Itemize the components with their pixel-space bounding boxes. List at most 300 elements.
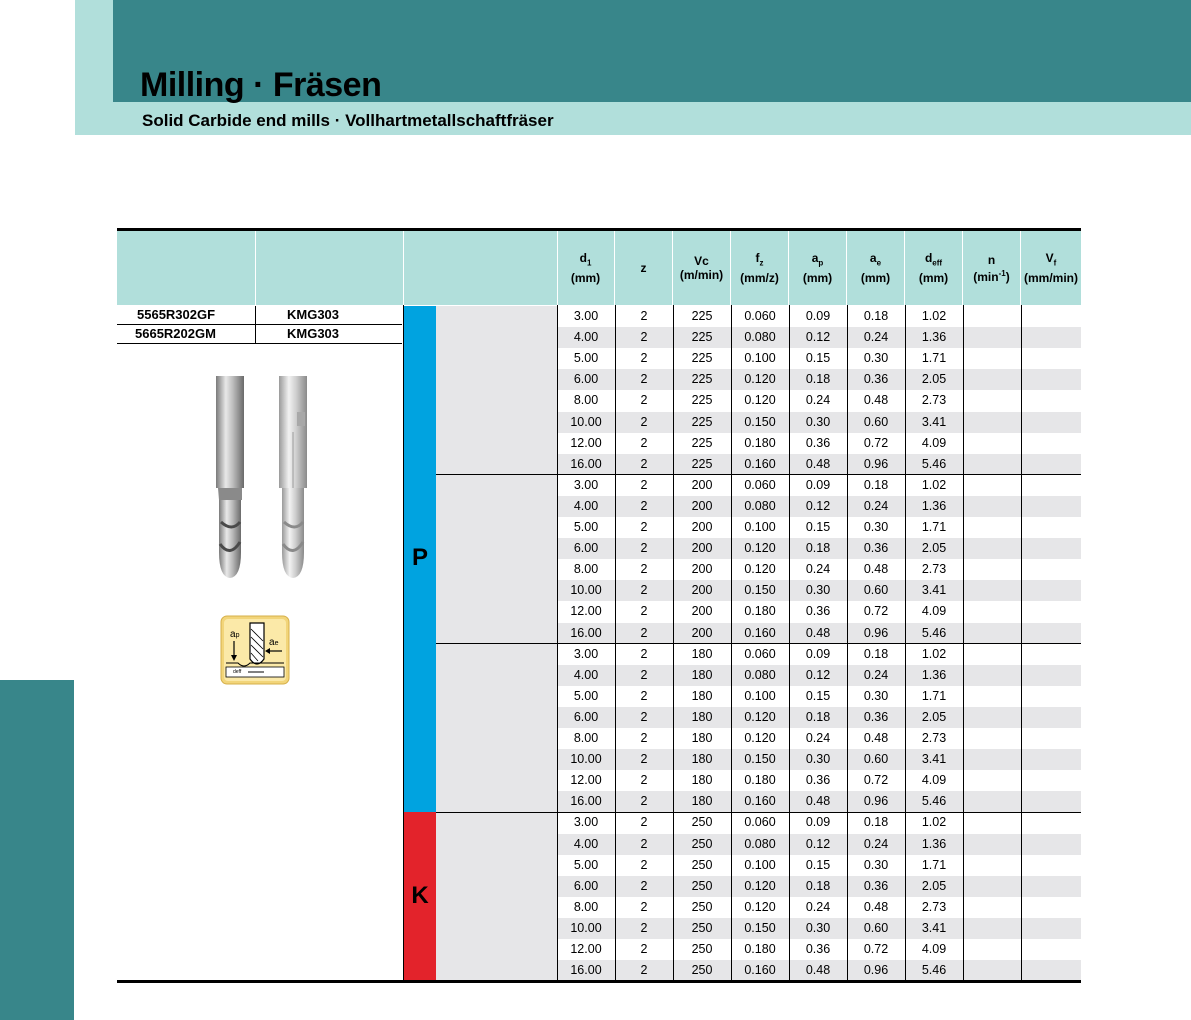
- cell-vf: [1021, 496, 1081, 517]
- article-separator: [255, 325, 256, 343]
- article-grade: KMG303: [287, 307, 340, 322]
- cell-vc: 180: [691, 731, 713, 745]
- cell-vc: 250: [691, 963, 713, 978]
- cell-z: 2: [640, 625, 648, 640]
- material-group-cell: [436, 306, 557, 474]
- header-grade-cell: [255, 231, 404, 305]
- cell-z: 2: [640, 520, 648, 534]
- cell-n: [963, 475, 1021, 496]
- cell-d1: 12.00: [570, 604, 602, 619]
- table-row: [557, 855, 1081, 876]
- cell-vf: [1021, 538, 1081, 559]
- cell-deff: 2.73: [921, 562, 947, 577]
- cell-ae: 0.18: [863, 477, 889, 492]
- diagram-ap-subscript: p: [235, 632, 240, 639]
- cell-vf: [1021, 306, 1081, 327]
- vc-symbol: Vc: [694, 254, 709, 268]
- cell-ae: 0.24: [863, 330, 889, 345]
- cell-deff: 4.09: [921, 773, 947, 788]
- cell-ap: 0.36: [805, 773, 831, 788]
- cell-z: 2: [640, 456, 648, 471]
- cell-n: [963, 960, 1021, 981]
- cell-fz: 0.150: [744, 752, 776, 767]
- cell-ap: 0.36: [805, 435, 831, 450]
- cell-vc: 200: [691, 562, 713, 577]
- cell-deff: 1.36: [921, 836, 947, 851]
- cell-z: 2: [640, 688, 648, 703]
- cell-ap: 0.15: [805, 857, 831, 872]
- cell-z: 2: [640, 752, 648, 767]
- cell-z: 2: [640, 794, 648, 809]
- cell-d1: 3.00: [573, 646, 599, 661]
- cell-ae: 0.72: [863, 435, 889, 450]
- table-row: [557, 327, 1081, 348]
- table-header: [117, 231, 1081, 305]
- ae-symbol: a: [869, 251, 877, 266]
- cell-ap: 0.18: [805, 372, 831, 387]
- cell-n: [963, 433, 1021, 454]
- cell-vc: 225: [691, 393, 713, 408]
- cell-n: [963, 749, 1021, 770]
- cell-vf: [1021, 918, 1081, 939]
- table-row: [557, 876, 1081, 897]
- cell-vc: 180: [691, 646, 713, 661]
- cell-fz: 0.120: [744, 709, 776, 724]
- material-letter-k: K: [411, 882, 429, 909]
- table-row: [557, 623, 1081, 644]
- fz-subscript: z: [759, 258, 764, 268]
- cell-vf: [1021, 728, 1081, 749]
- diagram-ae-symbol: a: [269, 637, 275, 648]
- cell-fz: 0.080: [744, 667, 776, 682]
- cell-n: [963, 707, 1021, 728]
- cell-z: 2: [640, 330, 648, 345]
- cell-ae: 0.48: [863, 393, 889, 408]
- cell-n: [963, 812, 1021, 833]
- cell-n: [963, 791, 1021, 812]
- table-row: [557, 580, 1081, 601]
- vf-symbol: V: [1045, 251, 1054, 266]
- cell-vf: [1021, 623, 1081, 644]
- column-header-ap: [789, 231, 847, 305]
- cell-d1: 4.00: [573, 330, 599, 345]
- cell-vc: 225: [691, 372, 713, 387]
- cell-ap: 0.15: [805, 688, 831, 703]
- cell-deff: 1.71: [921, 351, 947, 366]
- cell-d1: 10.00: [570, 414, 602, 429]
- cell-z: 2: [640, 351, 648, 366]
- cell-vf: [1021, 390, 1081, 411]
- header-material-cell: [403, 231, 558, 305]
- cell-ae: 0.96: [863, 794, 889, 809]
- cell-deff: 1.71: [921, 520, 947, 534]
- table-row: [557, 812, 1081, 833]
- cell-ap: 0.30: [805, 752, 831, 767]
- cell-fz: 0.150: [744, 920, 776, 935]
- cell-z: 2: [640, 477, 648, 492]
- cell-ap: 0.18: [805, 878, 831, 893]
- cell-deff: 4.09: [921, 942, 947, 956]
- cell-ap: 0.12: [805, 498, 831, 513]
- n-unit: (min: [973, 269, 999, 284]
- cell-d1: 3.00: [573, 477, 599, 492]
- cell-d1: 6.00: [573, 541, 599, 556]
- d1-unit: (mm): [570, 270, 601, 285]
- cell-d1: 8.00: [573, 393, 599, 408]
- cell-n: [963, 327, 1021, 348]
- cell-vf: [1021, 327, 1081, 348]
- table-row: [557, 390, 1081, 411]
- cell-z: 2: [640, 878, 648, 893]
- cell-vf: [1021, 791, 1081, 812]
- cell-d1: 16.00: [570, 963, 602, 978]
- d1-symbol: d: [579, 251, 587, 266]
- cell-d1: 5.00: [573, 857, 599, 872]
- cell-vc: 180: [691, 773, 713, 788]
- cell-fz: 0.120: [744, 731, 776, 745]
- cell-vc: 225: [691, 435, 713, 450]
- z-symbol: z: [640, 261, 647, 275]
- page-title: Milling · Fräsen: [140, 66, 382, 104]
- cell-deff: 2.05: [921, 541, 947, 556]
- cell-ae: 0.30: [863, 857, 889, 872]
- cell-fz: 0.120: [744, 899, 776, 914]
- ap-symbol: a: [811, 251, 819, 266]
- table-row: [557, 834, 1081, 855]
- table-row: [557, 791, 1081, 812]
- table-row: [557, 348, 1081, 369]
- cell-ae: 0.96: [863, 963, 889, 978]
- table-row: [557, 475, 1081, 496]
- cell-vf: [1021, 939, 1081, 960]
- ap-unit: (mm): [802, 270, 833, 285]
- table-row: [557, 454, 1081, 475]
- cell-n: [963, 348, 1021, 369]
- cell-n: [963, 412, 1021, 433]
- cell-d1: 8.00: [573, 899, 599, 914]
- cell-ae: 0.60: [863, 752, 889, 767]
- table-row: [557, 749, 1081, 770]
- cell-vf: [1021, 749, 1081, 770]
- cell-ap: 0.09: [805, 646, 831, 661]
- cell-ap: 0.24: [805, 899, 831, 914]
- cell-vc: 180: [691, 667, 713, 682]
- cell-fz: 0.160: [744, 625, 776, 640]
- article-separator: [255, 306, 256, 324]
- cell-d1: 6.00: [573, 709, 599, 724]
- cell-deff: 2.05: [921, 372, 947, 387]
- cell-ae: 0.30: [863, 688, 889, 703]
- cell-n: [963, 939, 1021, 960]
- article-row: [117, 306, 402, 325]
- cell-vf: [1021, 517, 1081, 538]
- cell-vc: 180: [691, 752, 713, 767]
- cell-z: 2: [640, 709, 648, 724]
- group-divider: [436, 643, 1081, 644]
- cell-vc: 200: [691, 625, 713, 640]
- cell-deff: 2.73: [921, 393, 947, 408]
- diagram-ap-symbol: a: [230, 629, 236, 640]
- table-row: [557, 686, 1081, 707]
- table-row: [557, 960, 1081, 981]
- cell-fz: 0.060: [744, 815, 776, 830]
- cell-ap: 0.48: [805, 456, 831, 471]
- cell-z: 2: [640, 604, 648, 619]
- column-header-n: [963, 231, 1021, 305]
- cell-ae: 0.36: [863, 372, 889, 387]
- table-row: [557, 433, 1081, 454]
- cell-deff: 2.05: [921, 709, 947, 724]
- ball-nose-end-mill-icon: [210, 372, 250, 582]
- cell-ap: 0.30: [805, 583, 831, 598]
- cell-n: [963, 770, 1021, 791]
- cell-vc: 200: [691, 583, 713, 598]
- cell-vc: 180: [691, 709, 713, 724]
- cell-ae: 0.24: [863, 667, 889, 682]
- table-bottom-rule: [117, 980, 1081, 983]
- group-divider: [436, 474, 1081, 475]
- cell-z: 2: [640, 414, 648, 429]
- cell-n: [963, 559, 1021, 580]
- cell-n: [963, 644, 1021, 665]
- cell-vc: 200: [691, 520, 713, 534]
- cell-ap: 0.12: [805, 330, 831, 345]
- page-subtitle: Solid Carbide end mills · Vollhartmetallschaftfräser: [142, 111, 554, 130]
- cell-ae: 0.36: [863, 541, 889, 556]
- diagram-ae-subscript: e: [274, 640, 279, 647]
- cell-vc: 250: [691, 899, 713, 914]
- cell-deff: 5.46: [921, 963, 947, 978]
- cell-d1: 16.00: [570, 456, 602, 471]
- cell-deff: 1.71: [921, 688, 947, 703]
- cell-vf: [1021, 897, 1081, 918]
- cell-fz: 0.160: [744, 963, 776, 978]
- cell-ae: 0.60: [863, 920, 889, 935]
- cell-vf: [1021, 348, 1081, 369]
- cell-deff: 4.09: [921, 435, 947, 450]
- cell-vf: [1021, 960, 1081, 981]
- cell-vf: [1021, 454, 1081, 475]
- cell-ap: 0.12: [805, 667, 831, 682]
- cell-deff: 2.73: [921, 899, 947, 914]
- cell-z: 2: [640, 667, 648, 682]
- cell-fz: 0.060: [744, 646, 776, 661]
- cell-n: [963, 834, 1021, 855]
- cell-fz: 0.080: [744, 330, 776, 345]
- cell-d1: 8.00: [573, 562, 599, 577]
- column-header-ae: [847, 231, 905, 305]
- cell-deff: 2.05: [921, 878, 947, 893]
- cell-d1: 12.00: [570, 942, 602, 956]
- column-header-vc: [673, 231, 731, 305]
- cell-d1: 6.00: [573, 372, 599, 387]
- cell-d1: 5.00: [573, 520, 599, 534]
- cell-vf: [1021, 812, 1081, 833]
- ap-subscript: p: [818, 258, 824, 268]
- table-row: [557, 517, 1081, 538]
- cell-deff: 1.02: [921, 477, 947, 492]
- cell-d1: 3.00: [573, 309, 599, 323]
- cell-vc: 225: [691, 414, 713, 429]
- cell-z: 2: [640, 857, 648, 872]
- cell-z: 2: [640, 836, 648, 851]
- cell-vc: 200: [691, 604, 713, 619]
- cell-deff: 1.36: [921, 330, 947, 345]
- cell-z: 2: [640, 963, 648, 978]
- cell-d1: 10.00: [570, 583, 602, 598]
- cell-ae: 0.18: [863, 309, 889, 323]
- group-divider: [436, 812, 1081, 813]
- vf-subscript: f: [1053, 258, 1057, 268]
- cell-vc: 250: [691, 878, 713, 893]
- cell-ap: 0.15: [805, 520, 831, 534]
- diagram-deff-label: deff: [233, 669, 242, 675]
- table-row: [557, 707, 1081, 728]
- cell-vc: 225: [691, 309, 713, 323]
- cell-ae: 0.72: [863, 773, 889, 788]
- cell-fz: 0.180: [744, 435, 776, 450]
- cell-fz: 0.160: [744, 794, 776, 809]
- cell-vc: 200: [691, 498, 713, 513]
- column-divider: [403, 305, 404, 980]
- cell-d1: 10.00: [570, 920, 602, 935]
- cell-n: [963, 897, 1021, 918]
- cell-ap: 0.36: [805, 604, 831, 619]
- table-row: [557, 369, 1081, 390]
- table-row: [557, 918, 1081, 939]
- ae-unit: (mm): [860, 270, 891, 285]
- cell-ap: 0.15: [805, 351, 831, 366]
- cell-deff: 1.36: [921, 667, 947, 682]
- column-header-deff: [905, 231, 963, 305]
- table-row: [557, 770, 1081, 791]
- cell-n: [963, 454, 1021, 475]
- cell-vf: [1021, 707, 1081, 728]
- cell-d1: 5.00: [573, 688, 599, 703]
- column-header-vf: [1021, 231, 1081, 305]
- cell-deff: 2.73: [921, 731, 947, 745]
- cell-ap: 0.30: [805, 414, 831, 429]
- cell-vf: [1021, 686, 1081, 707]
- cell-d1: 4.00: [573, 667, 599, 682]
- cell-z: 2: [640, 920, 648, 935]
- cell-ae: 0.30: [863, 520, 889, 534]
- article-code: 5565R302GF: [137, 307, 216, 322]
- cell-fz: 0.060: [744, 477, 776, 492]
- cell-deff: 3.41: [921, 920, 947, 935]
- cell-ap: 0.48: [805, 963, 831, 978]
- cell-ae: 0.36: [863, 878, 889, 893]
- cell-n: [963, 876, 1021, 897]
- material-group-cell: [436, 812, 557, 980]
- cell-deff: 4.09: [921, 604, 947, 619]
- cell-vf: [1021, 412, 1081, 433]
- cell-d1: 6.00: [573, 878, 599, 893]
- cell-ae: 0.18: [863, 815, 889, 830]
- cell-vf: [1021, 580, 1081, 601]
- article-grade: KMG303: [287, 326, 340, 341]
- n-unit-close: ): [1005, 269, 1010, 284]
- cell-fz: 0.100: [744, 520, 776, 534]
- cell-ae: 0.48: [863, 731, 889, 745]
- cell-n: [963, 686, 1021, 707]
- cell-fz: 0.100: [744, 351, 776, 366]
- ap-ae-cutting-diagram-icon: [220, 615, 290, 685]
- cell-ap: 0.12: [805, 836, 831, 851]
- cell-n: [963, 855, 1021, 876]
- cell-ae: 0.48: [863, 899, 889, 914]
- cell-ae: 0.60: [863, 583, 889, 598]
- vc-unit: (m/min): [679, 268, 724, 282]
- cell-ap: 0.24: [805, 562, 831, 577]
- cell-z: 2: [640, 309, 648, 323]
- cell-d1: 8.00: [573, 731, 599, 745]
- cell-fz: 0.080: [744, 498, 776, 513]
- cell-d1: 16.00: [570, 625, 602, 640]
- cell-z: 2: [640, 372, 648, 387]
- cell-ap: 0.48: [805, 794, 831, 809]
- cell-ap: 0.09: [805, 477, 831, 492]
- fz-symbol: f: [755, 251, 760, 266]
- cell-ap: 0.09: [805, 815, 831, 830]
- cell-vc: 180: [691, 794, 713, 809]
- n-superscript: -1: [998, 268, 1006, 278]
- cell-fz: 0.060: [744, 309, 776, 323]
- deff-unit: (mm): [918, 270, 949, 285]
- table-row: [557, 728, 1081, 749]
- cell-fz: 0.100: [744, 688, 776, 703]
- cell-ae: 0.96: [863, 456, 889, 471]
- column-header-d1: [557, 231, 615, 305]
- cell-n: [963, 918, 1021, 939]
- cell-n: [963, 538, 1021, 559]
- cell-z: 2: [640, 562, 648, 577]
- table-row: [557, 665, 1081, 686]
- cell-vc: 180: [691, 688, 713, 703]
- cell-deff: 1.71: [921, 857, 947, 872]
- cell-fz: 0.120: [744, 562, 776, 577]
- cell-fz: 0.180: [744, 604, 776, 619]
- cell-ae: 0.96: [863, 625, 889, 640]
- cell-z: 2: [640, 393, 648, 408]
- cell-vc: 200: [691, 477, 713, 492]
- cell-vf: [1021, 855, 1081, 876]
- cell-deff: 3.41: [921, 414, 947, 429]
- cell-z: 2: [640, 815, 648, 830]
- cell-deff: 1.02: [921, 646, 947, 661]
- cell-n: [963, 369, 1021, 390]
- table-row: [557, 538, 1081, 559]
- cell-deff: 3.41: [921, 752, 947, 767]
- cell-fz: 0.180: [744, 942, 776, 956]
- cell-ae: 0.30: [863, 351, 889, 366]
- cell-vf: [1021, 475, 1081, 496]
- cell-vc: 225: [691, 351, 713, 366]
- cell-vf: [1021, 644, 1081, 665]
- cell-vf: [1021, 665, 1081, 686]
- table-row: [557, 897, 1081, 918]
- cell-vf: [1021, 369, 1081, 390]
- cell-z: 2: [640, 942, 648, 956]
- d1-subscript: 1: [586, 258, 592, 268]
- cell-z: 2: [640, 583, 648, 598]
- cell-vc: 250: [691, 920, 713, 935]
- cell-vc: 225: [691, 456, 713, 471]
- cell-d1: 4.00: [573, 498, 599, 513]
- cell-ap: 0.24: [805, 731, 831, 745]
- cutting-diagram-graphic: [220, 615, 290, 685]
- cell-fz: 0.120: [744, 541, 776, 556]
